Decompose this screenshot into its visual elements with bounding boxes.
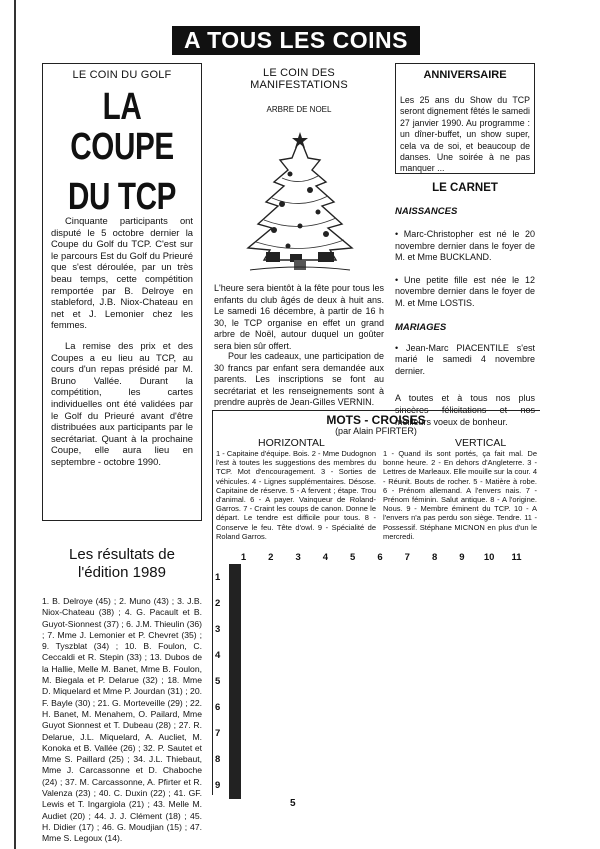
grid-row bbox=[230, 669, 241, 695]
events-paragraph-2: Pour les cadeaux, une participation de 30 francs par enfant sera demandée aux parents. Les inscriptions se font au secrétariat et les renseignements sont à prendre auprès de Jean-Gilles VERNIN. bbox=[214, 351, 384, 408]
column-number: 3 bbox=[295, 552, 301, 563]
golf-article bbox=[42, 63, 202, 521]
row-number: 2 bbox=[215, 598, 221, 609]
birth-notice-1: • Marc-Christopher est né le 20 novembre dernier dans le foyer de M. et Mme BUCKLAND. bbox=[395, 229, 535, 263]
horizontal-clues: 1 - Capitaine d'équipe. Bois. 2 - Mme Dudognon l'est à toutes les suggestions des membres du TCP. Mot d'encouragement. 3 - Sorties de véhicules. 4 - Lignes supplémentaires. Désose. Capitaine de réserve. 5 - A fervent ; étape. Trou d'animal. 6 - A payer. Vainqueur de Roland-Garros. 7 - Craint les coups de canon. Donne le départ. Le tendre est difficile pour tous. 8 - Conserve le feu. Tête d'owl. 9 - Spécialité de Roland Garros. bbox=[216, 449, 376, 541]
grid-row bbox=[230, 565, 241, 591]
grid-row bbox=[230, 721, 241, 747]
results-list: 1. B. Delroye (45) ; 2. Muno (43) ; 3. J.B. Niox-Chateau (38) ; 4. G. Pacault et B. Guyot-Sionnest (37) ; 6. J.M. Thieulin (36) ; 7. Mme J. Lemonier et P. Chevret (35) ; 9. Tyszblat (34) ; 10. B. Foulon, C. Ceccaldi et R. Stepin (33) ; 13. Dubos de la Hallie, Melle M. Banet, Mme B. Foulon, M. Biegala et P. Delarue (32) ; 18. Mme D. Miquelard et Mme P. Jourdan (31) ; 20. F. Bayle (30) ; 21. G. Morteveille (29) ; 22. H. Banet, M. Menahem, O. Pailard, Mme Guyot Sionnest et T. Dubeau (28) ; 27. R. Delarue, J.L. Miquelard, A. Aucliet, M. Konoka et B. Vallée (26) ; 32. P. Sautet et Mme S. Paillard (25) ; 34. J.L. Thiebaut, Mme J. Carcassonne et D. Chaboche (24) ; 37. M. Carcassonne, A. Pfirter et R. Valenza (23) ; 40. C. Duxin (22) ; 41. GF. Lewis et T. Ingargiola (21) ; 43. Melle M. Audiet (20) ; 44. J. J. Clément (18) ; 45. H. Didier (17) ; 46. G. Moudjian (15) ; 47. Mme S. Legoux (14). bbox=[42, 596, 202, 844]
golf-kicker: LE COIN DU GOLF bbox=[72, 69, 172, 81]
grid-cell[interactable] bbox=[240, 773, 241, 799]
vertical-clues: 1 - Quand ils sont portés, ça fait mal. De bonne heure. 2 - En dehors d'Angleterre. 3 - Lettres de Marleaux. Elle mouille sur la cour. 4 - Réunit. Bouts de rocher. 5 - Matière à robe. 6 - Prénom allemand. A l'envers nais. 7 - Prénom féminin. Salut antique. 8 - A l'origine. Nous. 9 - Membre éminent du TCP. 10 - A l'envers n'a pas perdu son siège. Tendre. 11 - Possessif. Stéphane MICNON en plus d'un le mercredi. bbox=[383, 449, 537, 541]
grid-cell[interactable] bbox=[240, 617, 241, 643]
crossword-grid bbox=[229, 564, 241, 799]
grid-cell[interactable] bbox=[240, 669, 241, 695]
anniversary-box bbox=[395, 63, 535, 174]
carnet-title: LE CARNET bbox=[432, 182, 498, 194]
christmas-tree-illustration bbox=[230, 130, 370, 280]
golf-title bbox=[43, 86, 201, 218]
column-number: 9 bbox=[459, 552, 465, 563]
page-number: 5 bbox=[290, 798, 296, 809]
row-number: 7 bbox=[215, 728, 221, 739]
column-number: 6 bbox=[377, 552, 383, 563]
results-title-line1: Les résultats de bbox=[69, 546, 175, 563]
births-heading: NAISSANCES bbox=[395, 206, 458, 217]
golf-results bbox=[42, 516, 202, 845]
events-paragraph-1: L'heure sera bientôt à la fête pour tous les enfants du club âgés de deux à huit ans. Le samedi 16 décembre, à partir de 16 h 30, le TCP organise en effet un grand arbre de Noël, autour duquel un goûter sera bien sûr offert. bbox=[214, 283, 384, 351]
row-number: 3 bbox=[215, 624, 221, 635]
column-number: 7 bbox=[404, 552, 410, 563]
grid-black-cell bbox=[240, 721, 241, 747]
anniversary-title: ANNIVERSAIRE bbox=[423, 69, 507, 81]
row-number: 6 bbox=[215, 702, 221, 713]
events-title-line2: MANIFESTATIONS bbox=[250, 79, 348, 91]
anniversary-text: Les 25 ans du Show du TCP seront dignement fêtés le samedi 27 janvier 1990. Au programme : un dîner-buffet, un show super, cela va de soi, et beaucoup de danses. Une soirée à ne pas manquer ... bbox=[400, 95, 530, 174]
row-number: 8 bbox=[215, 754, 221, 765]
grid-row bbox=[230, 643, 241, 669]
column-number: 8 bbox=[431, 552, 438, 563]
section-banner: A TOUS LES COINS bbox=[172, 26, 420, 55]
vertical-heading: VERTICAL bbox=[455, 437, 507, 449]
birth-notice-2: • Une petite fille est née le 12 novembre dernier dans le foyer de M. et Mme LOSTIS. bbox=[395, 274, 535, 308]
page-edge-line bbox=[14, 0, 16, 849]
events-article bbox=[214, 63, 384, 114]
events-subtitle: ARBRE DE NOEL bbox=[266, 105, 332, 114]
grid-row bbox=[230, 747, 241, 773]
weddings-heading: MARIAGES bbox=[395, 321, 447, 333]
grid-row bbox=[230, 617, 241, 643]
row-number: 1 bbox=[215, 572, 221, 583]
wedding-notice-1: • Jean-Marc PIACENTILE s'est marié le samedi 4 novembre dernier. bbox=[395, 342, 535, 376]
grid-row bbox=[230, 773, 241, 799]
grid-cell[interactable] bbox=[240, 695, 241, 721]
events-title-line1: LE COIN DES bbox=[263, 67, 335, 79]
column-number: 11 bbox=[511, 552, 522, 563]
grid-cell[interactable] bbox=[240, 565, 241, 591]
column-number: 1 bbox=[240, 552, 247, 563]
grid-row bbox=[230, 695, 241, 721]
carnet-closing: A toutes et à tous nos plus sincères félicitations et nos meilleurs voeux de bonheur. bbox=[395, 393, 535, 427]
horizontal-heading: HORIZONTAL bbox=[258, 437, 325, 449]
row-number: 9 bbox=[215, 780, 221, 791]
grid-cell[interactable] bbox=[240, 643, 241, 669]
golf-paragraph-2: La remise des prix et des Coupes a eu lieu au TCP, au cours d'un repas présidé par M. Bruno Vallée. Durant la compétition, les cartes individuelles ont été validées par le Golf du Prieuré avant d'être distribuées aux participants par le secrétariat. Quant à la prochaine Coupe, elle aura lieu en septembre - octobre 1990. bbox=[51, 339, 193, 467]
grid-cell[interactable] bbox=[240, 747, 241, 773]
crossword-author: (par Alain PFIRTER) bbox=[335, 426, 417, 436]
grid-row bbox=[230, 591, 241, 617]
golf-title-line1: LA COUPE bbox=[70, 86, 174, 168]
column-number: 5 bbox=[350, 552, 356, 563]
carnet-section bbox=[395, 182, 535, 428]
golf-title-line2: DU TCP bbox=[67, 176, 176, 218]
grid-cell[interactable] bbox=[240, 591, 241, 617]
column-number: 4 bbox=[322, 552, 329, 563]
row-number: 5 bbox=[215, 676, 221, 687]
crossword-title: MOTS - CROISES bbox=[326, 413, 426, 427]
row-number: 4 bbox=[215, 650, 221, 661]
column-number: 10 bbox=[483, 552, 495, 563]
column-number: 2 bbox=[268, 552, 274, 563]
results-title-line2: l'édition 1989 bbox=[78, 564, 166, 581]
golf-paragraph-1: Cinquante participants ont disputé le 5 octobre dernier la Coupe du Golf du TCP. C'est sur le parcours Est du Golf du Prieuré que s'est déroulée, par un très beau temps, cette compétition remportée par B. Delroye en stableford, J.B. Niox-Chateau en net et J. Lemonier chez les femmes. bbox=[51, 215, 193, 331]
